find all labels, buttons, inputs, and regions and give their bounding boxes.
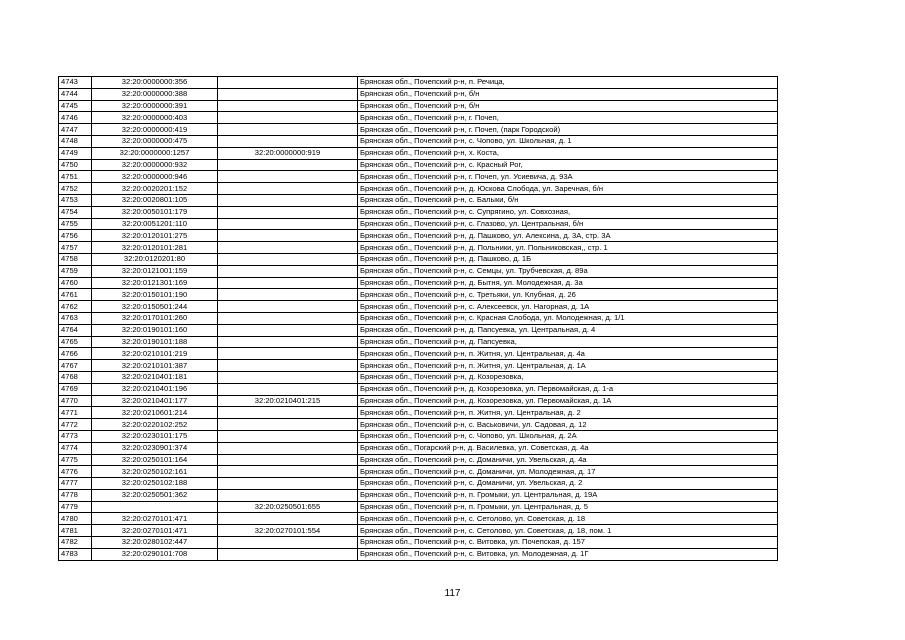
cadastral-number-cell: 32:20:0120201:80 [92, 253, 218, 265]
address-cell: Брянская обл., Почепский р-н, с. Сетолово, ул. Советская, д. 18 [358, 513, 778, 525]
related-cadastral-number-cell [218, 454, 358, 466]
row-number-cell: 4759 [59, 265, 92, 277]
related-cadastral-number-cell [218, 360, 358, 372]
cadastral-number-cell: 32:20:0210601:214 [92, 407, 218, 419]
address-cell: Брянская обл., Почепский р-н, с. Глазово, ул. Центральная, б/н [358, 218, 778, 230]
row-number-cell: 4757 [59, 242, 92, 254]
table-row [59, 525, 778, 537]
cadastral-number-cell: 32:20:0270101:471 [92, 513, 218, 525]
address-cell: Брянская обл., Почепский р-н, с. Красная Слобода, ул. Молодежная, д. 1/1 [358, 312, 778, 324]
table-row [59, 230, 778, 242]
address-cell: Брянская обл., Почепский р-н, с. Красный Рог, [358, 159, 778, 171]
cadastral-number-cell: 32:20:0051201:110 [92, 218, 218, 230]
related-cadastral-number-cell [218, 124, 358, 136]
row-number-cell: 4778 [59, 489, 92, 501]
address-cell: Брянская обл., Почепский р-н, б/н [358, 88, 778, 100]
row-number-cell: 4743 [59, 77, 92, 89]
address-cell: Брянская обл., Почепский р-н, с. Алексеевск, ул. Нагорная, д. 1А [358, 301, 778, 313]
row-number-cell: 4767 [59, 360, 92, 372]
address-cell: Брянская обл., Почепский р-н, с. Васьковичи, ул. Садовая, д. 12 [358, 419, 778, 431]
row-number-cell: 4758 [59, 253, 92, 265]
row-number-cell: 4783 [59, 548, 92, 560]
address-cell: Брянская обл., Почепский р-н, с. Чопово, ул. Школьная, д. 2А [358, 430, 778, 442]
table-row [59, 183, 778, 195]
table-row [59, 501, 778, 513]
row-number-cell: 4777 [59, 478, 92, 490]
table-row [59, 112, 778, 124]
registry-table-body [59, 77, 778, 561]
related-cadastral-number-cell: 32:20:0000000:919 [218, 147, 358, 159]
row-number-cell: 4751 [59, 171, 92, 183]
address-cell: Брянская обл., Почепский р-н, д. Козорезовка, ул. Первомайская, д. 1А [358, 395, 778, 407]
related-cadastral-number-cell [218, 442, 358, 454]
cadastral-number-cell: 32:20:0000000:356 [92, 77, 218, 89]
related-cadastral-number-cell [218, 135, 358, 147]
row-number-cell: 4768 [59, 371, 92, 383]
address-cell: Брянская обл., Почепский р-н, с. Доманичи, ул. Увельская, д. 4а [358, 454, 778, 466]
related-cadastral-number-cell [218, 171, 358, 183]
table-row [59, 301, 778, 313]
address-cell: Брянская обл., Почепский р-н, с. Третьяки, ул. Клубная, д. 26 [358, 289, 778, 301]
table-row [59, 265, 778, 277]
row-number-cell: 4774 [59, 442, 92, 454]
table-row [59, 135, 778, 147]
row-number-cell: 4776 [59, 466, 92, 478]
table-row [59, 100, 778, 112]
cadastral-number-cell: 32:20:0000000:932 [92, 159, 218, 171]
related-cadastral-number-cell [218, 277, 358, 289]
related-cadastral-number-cell [218, 407, 358, 419]
address-cell: Брянская обл., Почепский р-н, д. Юскова Слобода, ул. Заречная, б/н [358, 183, 778, 195]
related-cadastral-number-cell [218, 159, 358, 171]
row-number-cell: 4781 [59, 525, 92, 537]
table-row [59, 360, 778, 372]
row-number-cell: 4770 [59, 395, 92, 407]
row-number-cell: 4773 [59, 430, 92, 442]
cadastral-number-cell: 32:20:0210401:181 [92, 371, 218, 383]
row-number-cell: 4771 [59, 407, 92, 419]
related-cadastral-number-cell [218, 489, 358, 501]
related-cadastral-number-cell [218, 312, 358, 324]
table-row [59, 124, 778, 136]
address-cell: Брянская обл., Почепский р-н, п. Громыки, ул. Центральная, д. 5 [358, 501, 778, 513]
table-row [59, 395, 778, 407]
cadastral-number-cell [92, 501, 218, 513]
table-row [59, 371, 778, 383]
row-number-cell: 4744 [59, 88, 92, 100]
related-cadastral-number-cell [218, 371, 358, 383]
row-number-cell: 4765 [59, 336, 92, 348]
row-number-cell: 4766 [59, 348, 92, 360]
cadastral-number-cell: 32:20:0020201:152 [92, 183, 218, 195]
address-cell: Брянская обл., Почепский р-н, г. Почеп, (парк Городской) [358, 124, 778, 136]
table-row [59, 454, 778, 466]
row-number-cell: 4769 [59, 383, 92, 395]
related-cadastral-number-cell [218, 206, 358, 218]
related-cadastral-number-cell [218, 383, 358, 395]
related-cadastral-number-cell [218, 265, 358, 277]
address-cell: Брянская обл., Почепский р-н, с. Чопово, ул. Школьная, д. 1 [358, 135, 778, 147]
cadastral-number-cell: 32:20:0250102:188 [92, 478, 218, 490]
cadastral-number-cell: 32:20:0121001:159 [92, 265, 218, 277]
address-cell: Брянская обл., Почепский р-н, д. Козорезовка, ул. Первомайская, д. 1-а [358, 383, 778, 395]
cadastral-number-cell: 32:20:0230101:175 [92, 430, 218, 442]
cadastral-number-cell: 32:20:0000000:475 [92, 135, 218, 147]
row-number-cell: 4764 [59, 324, 92, 336]
address-cell: Брянская обл., Почепский р-н, п. Житня, ул. Центральная, д. 2 [358, 407, 778, 419]
cadastral-number-cell: 32:20:0210401:177 [92, 395, 218, 407]
related-cadastral-number-cell [218, 100, 358, 112]
table-row [59, 242, 778, 254]
row-number-cell: 4755 [59, 218, 92, 230]
table-row [59, 88, 778, 100]
table-row [59, 336, 778, 348]
table-row [59, 548, 778, 560]
row-number-cell: 4763 [59, 312, 92, 324]
cadastral-number-cell: 32:20:0150501:244 [92, 301, 218, 313]
table-row [59, 77, 778, 89]
cadastral-number-cell: 32:20:0000000:391 [92, 100, 218, 112]
address-cell: Брянская обл., Погарский р-н, д. Василевка, ул. Советская, д. 4а [358, 442, 778, 454]
related-cadastral-number-cell [218, 466, 358, 478]
cadastral-number-cell: 32:20:0000000:1257 [92, 147, 218, 159]
table-row [59, 513, 778, 525]
table-row [59, 537, 778, 549]
cadastral-number-cell: 32:20:0050101:179 [92, 206, 218, 218]
cadastral-number-cell: 32:20:0120101:281 [92, 242, 218, 254]
address-cell: Брянская обл., Почепский р-н, п. Громыки, ул. Центральная, д. 19А [358, 489, 778, 501]
related-cadastral-number-cell [218, 430, 358, 442]
cadastral-number-cell: 32:20:0190101:160 [92, 324, 218, 336]
cadastral-number-cell: 32:20:0150101:190 [92, 289, 218, 301]
row-number-cell: 4782 [59, 537, 92, 549]
related-cadastral-number-cell [218, 419, 358, 431]
row-number-cell: 4750 [59, 159, 92, 171]
address-cell: Брянская обл., Почепский р-н, п. Речица, [358, 77, 778, 89]
row-number-cell: 4752 [59, 183, 92, 195]
row-number-cell: 4746 [59, 112, 92, 124]
cadastral-number-cell: 32:20:0280102:447 [92, 537, 218, 549]
cadastral-number-cell: 32:20:0250101:164 [92, 454, 218, 466]
address-cell: Брянская обл., Почепский р-н, с. Балыки, б/н [358, 194, 778, 206]
row-number-cell: 4747 [59, 124, 92, 136]
row-number-cell: 4761 [59, 289, 92, 301]
row-number-cell: 4780 [59, 513, 92, 525]
related-cadastral-number-cell [218, 242, 358, 254]
address-cell: Брянская обл., Почепский р-н, г. Почеп, [358, 112, 778, 124]
related-cadastral-number-cell [218, 324, 358, 336]
related-cadastral-number-cell [218, 537, 358, 549]
related-cadastral-number-cell [218, 218, 358, 230]
address-cell: Брянская обл., Почепский р-н, д. Папсуевка, [358, 336, 778, 348]
address-cell: Брянская обл., Почепский р-н, д. Пашково, ул. Алексина, д. 3А, стр. 3А [358, 230, 778, 242]
related-cadastral-number-cell [218, 183, 358, 195]
table-row [59, 442, 778, 454]
cadastral-number-cell: 32:20:0250102:161 [92, 466, 218, 478]
related-cadastral-number-cell [218, 253, 358, 265]
related-cadastral-number-cell [218, 548, 358, 560]
table-row [59, 312, 778, 324]
cadastral-number-cell: 32:20:0210101:387 [92, 360, 218, 372]
table-row [59, 419, 778, 431]
related-cadastral-number-cell [218, 478, 358, 490]
table-row [59, 478, 778, 490]
row-number-cell: 4756 [59, 230, 92, 242]
related-cadastral-number-cell [218, 289, 358, 301]
table-row [59, 147, 778, 159]
related-cadastral-number-cell [218, 336, 358, 348]
address-cell: Брянская обл., Почепский р-н, с. Витовка, ул. Почепская, д. 157 [358, 537, 778, 549]
related-cadastral-number-cell: 32:20:0250501:655 [218, 501, 358, 513]
row-number-cell: 4749 [59, 147, 92, 159]
address-cell: Брянская обл., Почепский р-н, г. Почеп, ул. Усиевича, д. 93А [358, 171, 778, 183]
address-cell: Брянская обл., Почепский р-н, д. Бытня, ул. Молодежная, д. 3а [358, 277, 778, 289]
address-cell: Брянская обл., Почепский р-н, д. Козорезовка, [358, 371, 778, 383]
cadastral-number-cell: 32:20:0270101:471 [92, 525, 218, 537]
table-row [59, 466, 778, 478]
cadastral-number-cell: 32:20:0121301:169 [92, 277, 218, 289]
page-number: 117 [444, 588, 461, 599]
row-number-cell: 4775 [59, 454, 92, 466]
table-row [59, 407, 778, 419]
cadastral-number-cell: 32:20:0230901:374 [92, 442, 218, 454]
cadastral-number-cell: 32:20:0190101:188 [92, 336, 218, 348]
row-number-cell: 4760 [59, 277, 92, 289]
table-row [59, 383, 778, 395]
cadastral-number-cell: 32:20:0020801:105 [92, 194, 218, 206]
row-number-cell: 4772 [59, 419, 92, 431]
address-cell: Брянская обл., Почепский р-н, д. Пашково, д. 1Б [358, 253, 778, 265]
table-row [59, 171, 778, 183]
related-cadastral-number-cell: 32:20:0270101:554 [218, 525, 358, 537]
address-cell: Брянская обл., Почепский р-н, б/н [358, 100, 778, 112]
related-cadastral-number-cell: 32:20:0210401:215 [218, 395, 358, 407]
related-cadastral-number-cell [218, 194, 358, 206]
cadastral-number-cell: 32:20:0250501:362 [92, 489, 218, 501]
table-row [59, 289, 778, 301]
address-cell: Брянская обл., Почепский р-н, х. Коста, [358, 147, 778, 159]
row-number-cell: 4748 [59, 135, 92, 147]
cadastral-number-cell: 32:20:0170101:260 [92, 312, 218, 324]
cadastral-number-cell: 32:20:0210101:219 [92, 348, 218, 360]
address-cell: Брянская обл., Почепский р-н, с. Доманичи, ул. Молодежная, д. 17 [358, 466, 778, 478]
address-cell: Брянская обл., Почепский р-н, д. Папсуевка, ул. Центральная, д. 4 [358, 324, 778, 336]
table-row [59, 277, 778, 289]
table-row [59, 430, 778, 442]
row-number-cell: 4754 [59, 206, 92, 218]
related-cadastral-number-cell [218, 88, 358, 100]
row-number-cell: 4753 [59, 194, 92, 206]
table-row [59, 159, 778, 171]
cadastral-number-cell: 32:20:0000000:419 [92, 124, 218, 136]
cadastral-number-cell: 32:20:0120101:275 [92, 230, 218, 242]
table-row [59, 194, 778, 206]
table-row [59, 206, 778, 218]
table-row [59, 218, 778, 230]
related-cadastral-number-cell [218, 112, 358, 124]
table-row [59, 348, 778, 360]
table-row [59, 253, 778, 265]
address-cell: Брянская обл., Почепский р-н, с. Доманичи, ул. Увельская, д. 2 [358, 478, 778, 490]
address-cell: Брянская обл., Почепский р-н, с. Супрягино, ул. Совхозная, [358, 206, 778, 218]
address-cell: Брянская обл., Почепский р-н, п. Житня, ул. Центральная, д. 4а [358, 348, 778, 360]
related-cadastral-number-cell [218, 513, 358, 525]
row-number-cell: 4762 [59, 301, 92, 313]
cadastral-number-cell: 32:20:0220102:252 [92, 419, 218, 431]
cadastral-number-cell: 32:20:0290101:708 [92, 548, 218, 560]
cadastral-number-cell: 32:20:0000000:946 [92, 171, 218, 183]
row-number-cell: 4779 [59, 501, 92, 513]
row-number-cell: 4745 [59, 100, 92, 112]
table-row [59, 489, 778, 501]
address-cell: Брянская обл., Почепский р-н, д. Польники, ул. Польниковская,, стр. 1 [358, 242, 778, 254]
address-cell: Брянская обл., Почепский р-н, с. Сетолово, ул. Советская, д. 18, пом. 1 [358, 525, 778, 537]
cadastral-number-cell: 32:20:0000000:388 [92, 88, 218, 100]
cadastral-number-cell: 32:20:0000000:403 [92, 112, 218, 124]
address-cell: Брянская обл., Почепский р-н, с. Витовка, ул. Молодежная, д. 1Г [358, 548, 778, 560]
table-row [59, 324, 778, 336]
address-cell: Брянская обл., Почепский р-н, п. Житня, ул. Центральная, д. 1А [358, 360, 778, 372]
related-cadastral-number-cell [218, 301, 358, 313]
related-cadastral-number-cell [218, 77, 358, 89]
related-cadastral-number-cell [218, 348, 358, 360]
related-cadastral-number-cell [218, 230, 358, 242]
cadastral-number-cell: 32:20:0210401:196 [92, 383, 218, 395]
address-cell: Брянская обл., Почепский р-н, с. Семцы, ул. Трубчевская, д. 89а [358, 265, 778, 277]
registry-table [58, 76, 778, 561]
